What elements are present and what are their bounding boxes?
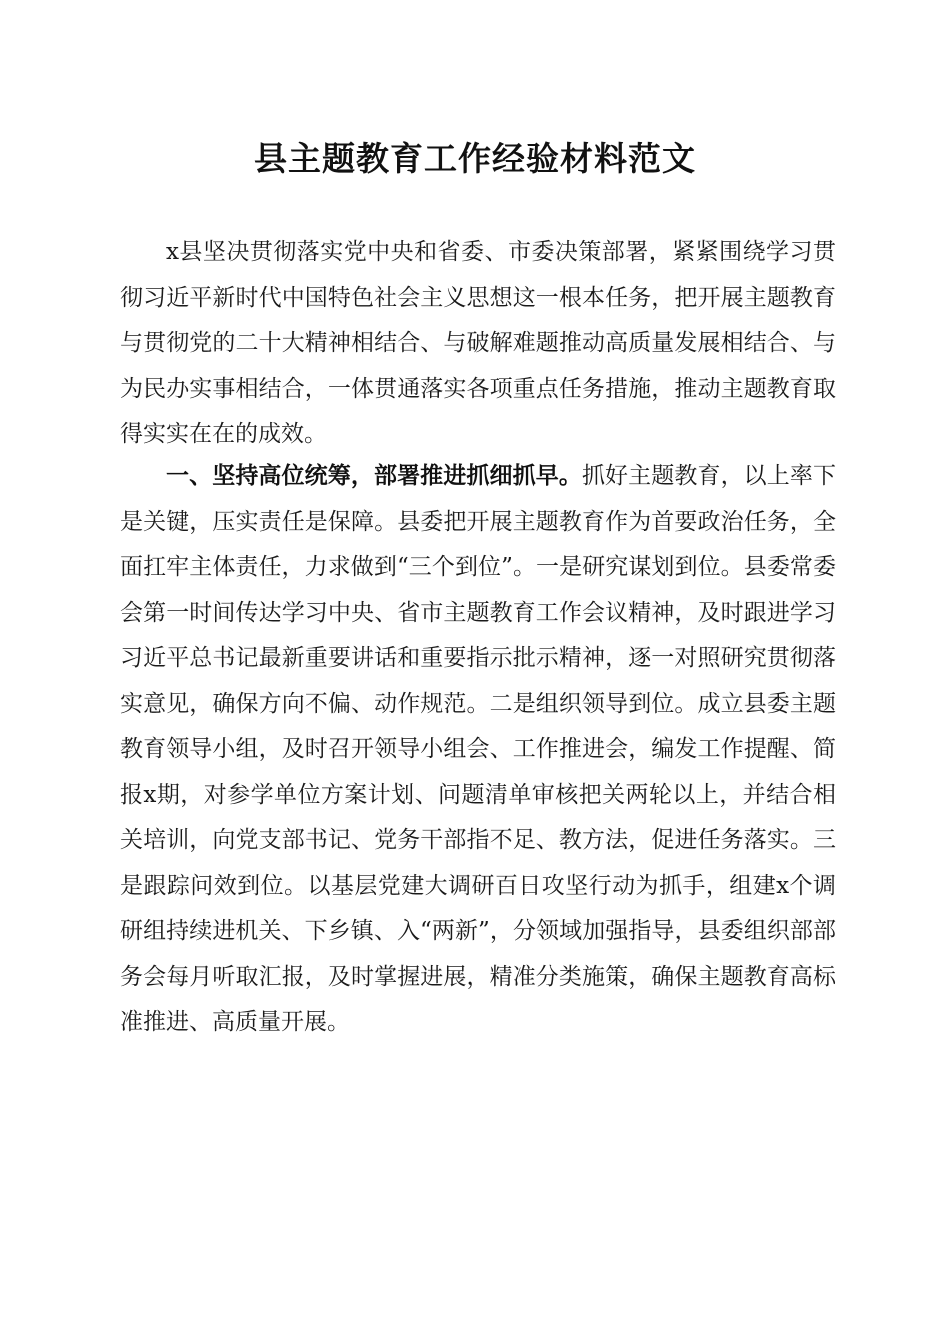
section-1-heading: 一、坚持高位统筹，部署推进抓细抓早。 bbox=[166, 463, 582, 489]
document-title: 县主题教育工作经验材料范文 bbox=[254, 139, 696, 178]
section-1-paragraph bbox=[120, 454, 836, 1046]
section-1-body: 抓好主题教育，以上率下是关键，压实责任是保障。县委把开展主题教育作为首要政治任务，全面扛牢主体责任，力求做到“三个到位”。一是研究谋划到位。县委常委会第一时间传达学习中央、省市主题教育工作会议精神，及时跟进学习习近平总书记最新重要讲话和重要指示批示精神，逐一对照研究贯彻落实意见，确保方向不偏、动作规范。二是组织领导到位。成立县委主题教育领导小组，及时召开领导小组会、工作推进会，编发工作提醒、简报x期，对参学单位方案计划、问题清单审核把关两轮以上，并结合相关培训，向党支部书记、党务干部指不足、教方法，促进任务落实。三是跟踪问效到位。以基层党建大调研百日攻坚行动为抓手，组建x个调研组持续进机关、下乡镇、入“两新”，分领域加强指导，县委组织部部务会每月听取汇报，及时掌握进展，精准分类施策，确保主题教育高标准推进、高质量开展。 bbox=[120, 463, 837, 1035]
intro-paragraph: x县坚决贯彻落实党中央和省委、市委决策部署，紧紧围绕学习贯彻习近平新时代中国特色社会主义思想这一根本任务，把开展主题教育与贯彻党的二十大精神相结合、与破解难题推动高质量发展相结合、与为民办实事相结合，一体贯通落实各项重点任务措施，推动主题教育取得实实在在的成效。 bbox=[120, 239, 836, 447]
